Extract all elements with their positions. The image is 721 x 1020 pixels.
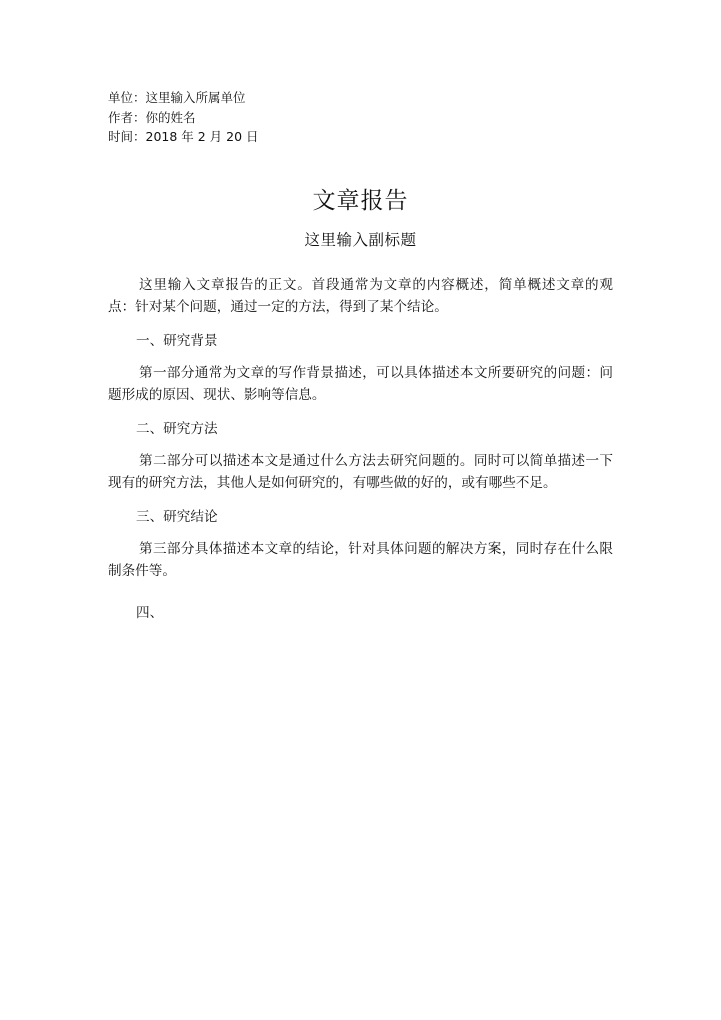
- document-meta: [108, 88, 259, 147]
- document-body: [108, 274, 613, 634]
- intro-paragraph: 这里输入文章报告的正文。首段通常为文章的内容概述，简单概述文章的观点：针对某个问题，通过一定的方法，得到了某个结论。: [108, 277, 613, 315]
- section-heading-method: 二、研究方法: [136, 421, 218, 437]
- document-subtitle: 这里输入副标题: [304, 231, 417, 249]
- document-title: 文章报告: [312, 188, 409, 214]
- meta-author: 作者：你的姓名: [108, 109, 196, 125]
- section-heading-background: 一、研究背景: [136, 333, 218, 349]
- meta-unit: 单位：这里输入所属单位: [108, 90, 246, 105]
- section-heading-conclusion: 三、研究结论: [136, 509, 218, 525]
- section-body-background: 第一部分通常为文章的写作背景描述，可以具体描述本文所要研究的问题：问题形成的原因、现状、影响等信息。: [108, 365, 613, 403]
- section-heading-fourth: 四、: [136, 605, 164, 621]
- section-body-conclusion: 第三部分具体描述本文章的结论，针对具体问题的解决方案，同时存在什么限制条件等。: [108, 541, 613, 579]
- section-body-method: 第二部分可以描述本文是通过什么方法去研究问题的。同时可以简单描述一下现有的研究方法，其他人是如何研究的，有哪些做的好的，或有哪些不足。: [108, 453, 613, 491]
- meta-time: 时间：2018 年 2 月 20 日: [108, 129, 259, 144]
